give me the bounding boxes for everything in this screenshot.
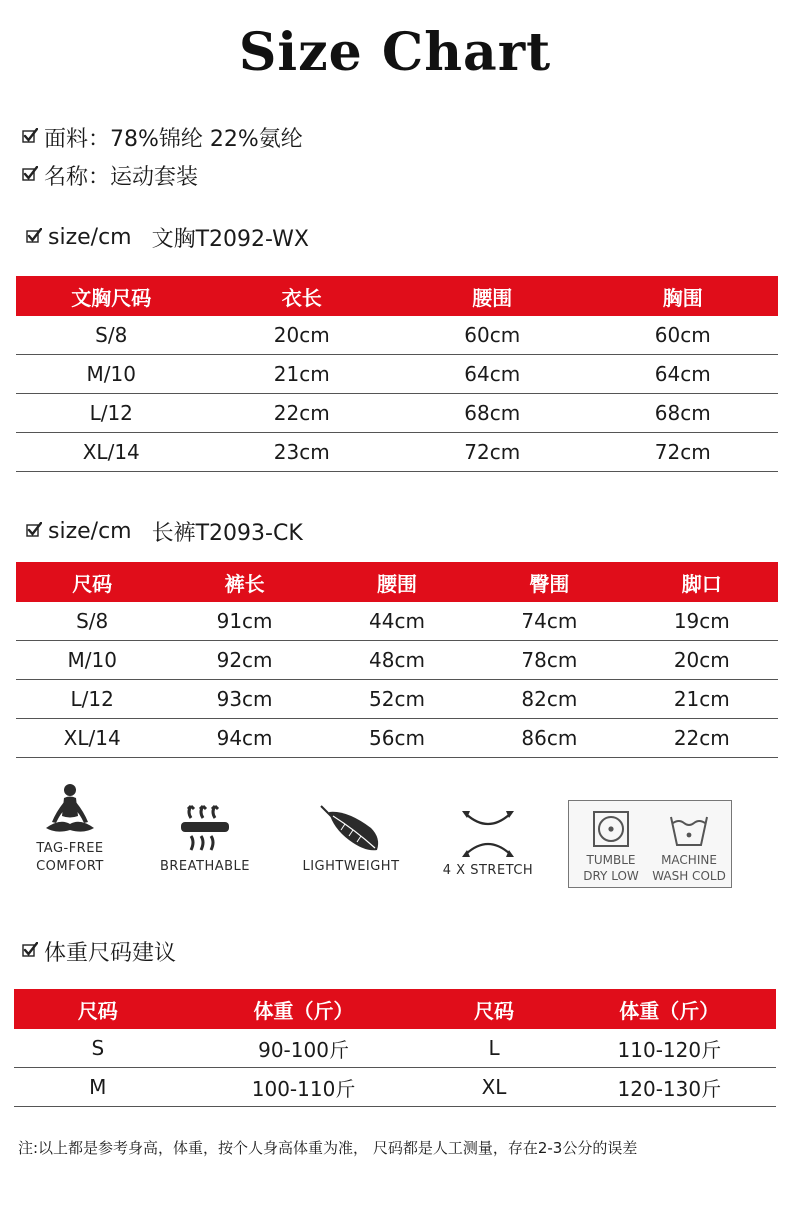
pants-product: 长裤T2093-CK xyxy=(151,521,303,546)
feature-label: COMFORT xyxy=(36,858,104,874)
top-section-heading xyxy=(26,222,309,253)
feature-label: LIGHTWEIGHT xyxy=(302,859,400,874)
column-header: 脚口 xyxy=(626,562,778,602)
checkbox-icon xyxy=(26,522,42,538)
table-cell: 68cm xyxy=(397,394,588,433)
column-header: 臀围 xyxy=(473,562,625,602)
table-cell: XL/14 xyxy=(16,719,168,758)
table-cell: 44cm xyxy=(321,602,473,641)
table-header-row xyxy=(16,562,778,602)
care-tumble-dry xyxy=(571,809,651,884)
checkbox-icon xyxy=(22,128,38,144)
table-cell: 19cm xyxy=(626,602,778,641)
top-product: 文胸T2092-WX xyxy=(151,227,309,252)
column-header: 尺码 xyxy=(425,989,562,1029)
table-cell: 22cm xyxy=(207,394,398,433)
table-cell: 110-120斤 xyxy=(563,1029,776,1068)
care-label: DRY LOW xyxy=(583,868,639,883)
column-header: 胸围 xyxy=(588,276,779,316)
feature-label: TAG-FREE xyxy=(36,841,104,856)
tumble-dry-icon xyxy=(571,809,651,849)
table-row xyxy=(16,602,778,641)
fabric-value: 78%锦纶 22%氨纶 xyxy=(110,127,303,152)
column-header: 衣长 xyxy=(207,276,398,316)
feature-icons xyxy=(20,778,770,890)
table-cell: 23cm xyxy=(207,433,398,472)
table-cell: 94cm xyxy=(168,719,320,758)
care-label: WASH COLD xyxy=(652,868,726,883)
column-header: 文胸尺码 xyxy=(16,276,207,316)
care-instructions-box xyxy=(568,800,732,888)
table-cell: 72cm xyxy=(397,433,588,472)
table-row xyxy=(14,1029,776,1068)
name-label: 名称： xyxy=(44,165,111,190)
table-cell: 20cm xyxy=(626,641,778,680)
feature-breathable xyxy=(146,802,264,876)
table-cell: M xyxy=(14,1068,182,1107)
weight-section-title: 体重尺码建议 xyxy=(44,941,177,966)
table-cell: 74cm xyxy=(473,602,625,641)
table-row xyxy=(16,433,778,472)
table-cell: 82cm xyxy=(473,680,625,719)
table-header-row xyxy=(14,989,776,1029)
table-cell: S xyxy=(14,1029,182,1068)
top-size-table xyxy=(16,276,778,472)
table-cell: L/12 xyxy=(16,680,168,719)
table-cell: 100-110斤 xyxy=(182,1068,426,1107)
feature-tag-free xyxy=(20,782,120,875)
table-cell: 20cm xyxy=(207,316,398,355)
column-header: 腰围 xyxy=(321,562,473,602)
checkbox-icon xyxy=(22,942,38,958)
care-label: TUMBLE xyxy=(586,853,636,867)
feature-label: BREATHABLE xyxy=(159,859,251,874)
table-cell: L/12 xyxy=(16,394,207,433)
table-cell: 78cm xyxy=(473,641,625,680)
feather-icon xyxy=(286,802,416,858)
name-line xyxy=(22,160,198,191)
weight-size-table xyxy=(14,989,776,1107)
table-cell: 64cm xyxy=(588,355,779,394)
breathable-icon xyxy=(146,802,264,858)
checkbox-icon xyxy=(22,166,38,182)
table-cell: 91cm xyxy=(168,602,320,641)
machine-wash-icon xyxy=(649,809,729,849)
table-cell: 93cm xyxy=(168,680,320,719)
table-cell: L xyxy=(425,1029,562,1068)
stretch-arrows-icon xyxy=(428,806,548,862)
table-cell: 21cm xyxy=(626,680,778,719)
column-header: 体重（斤） xyxy=(182,989,426,1029)
feature-label: 4 X STRETCH xyxy=(442,863,534,878)
column-header: 尺码 xyxy=(16,562,168,602)
table-row xyxy=(16,719,778,758)
feature-lightweight xyxy=(286,802,416,876)
checkbox-icon xyxy=(26,228,42,244)
table-row xyxy=(16,641,778,680)
table-row xyxy=(16,355,778,394)
column-header: 尺码 xyxy=(14,989,182,1029)
table-cell: 90-100斤 xyxy=(182,1029,426,1068)
column-header: 裤长 xyxy=(168,562,320,602)
table-cell: 21cm xyxy=(207,355,398,394)
table-cell: 56cm xyxy=(321,719,473,758)
feature-stretch xyxy=(428,806,548,880)
care-machine-wash xyxy=(649,809,729,884)
pants-unit: size/cm xyxy=(48,519,132,544)
column-header: 体重（斤） xyxy=(563,989,776,1029)
table-cell: S/8 xyxy=(16,316,207,355)
table-cell: 48cm xyxy=(321,641,473,680)
table-cell: M/10 xyxy=(16,355,207,394)
fabric-label: 面料： xyxy=(44,127,111,152)
table-cell: M/10 xyxy=(16,641,168,680)
table-header-row xyxy=(16,276,778,316)
measurement-note: 注:以上都是参考身高，体重，按个人身高体重为准， 尺码都是人工测量，存在2-3公分的误差 xyxy=(18,1139,638,1157)
care-label: MACHINE xyxy=(661,853,717,867)
table-cell: 64cm xyxy=(397,355,588,394)
table-cell: 68cm xyxy=(588,394,779,433)
top-unit: size/cm xyxy=(48,225,132,250)
table-cell: 60cm xyxy=(588,316,779,355)
table-cell: 86cm xyxy=(473,719,625,758)
pants-section-heading xyxy=(26,516,303,547)
yoga-figure-icon xyxy=(20,782,120,840)
name-value: 运动套装 xyxy=(110,165,199,190)
table-cell: 22cm xyxy=(626,719,778,758)
table-row xyxy=(16,680,778,719)
table-cell: 52cm xyxy=(321,680,473,719)
table-row xyxy=(16,316,778,355)
pants-size-table xyxy=(16,562,778,758)
table-cell: 60cm xyxy=(397,316,588,355)
table-cell: XL xyxy=(425,1068,562,1107)
fabric-line xyxy=(22,122,303,153)
weight-section-heading xyxy=(22,936,176,967)
table-cell: S/8 xyxy=(16,602,168,641)
table-cell: 92cm xyxy=(168,641,320,680)
column-header: 腰围 xyxy=(397,276,588,316)
table-row xyxy=(14,1068,776,1107)
table-cell: 120-130斤 xyxy=(563,1068,776,1107)
page-title: Size Chart xyxy=(238,22,552,83)
table-row xyxy=(16,394,778,433)
table-cell: 72cm xyxy=(588,433,779,472)
table-cell: XL/14 xyxy=(16,433,207,472)
